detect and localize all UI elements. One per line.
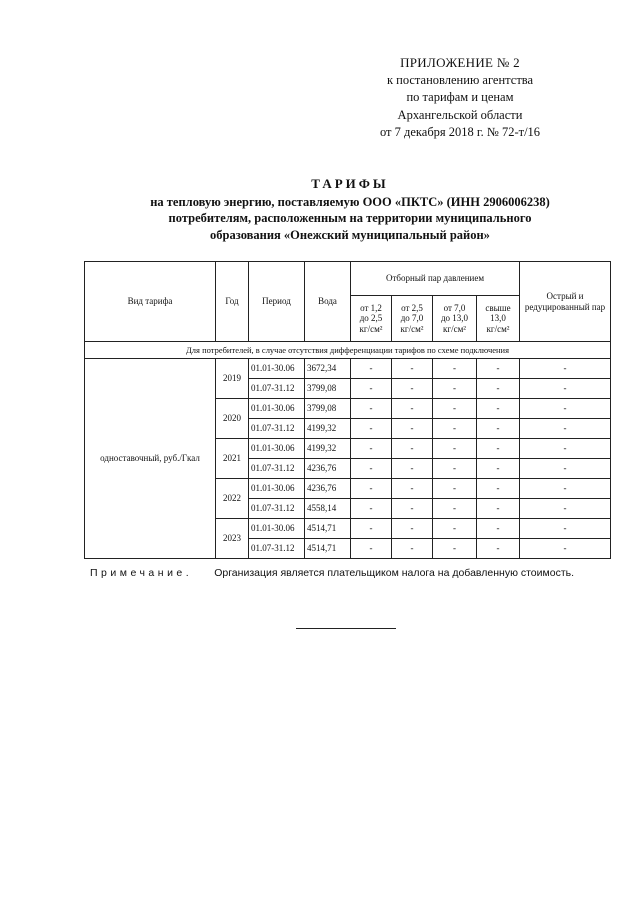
header-pressure-3: от 7,0 до 13,0 кг/см² [433, 296, 477, 342]
period-cell: 01.07-31.12 [249, 459, 305, 479]
appendix-line: Архангельской области [397, 107, 523, 122]
dash-cell: - [351, 499, 392, 519]
dash-cell: - [351, 419, 392, 439]
dash-cell: - [351, 399, 392, 419]
header-pressure-4: свыше 13,0 кг/см² [477, 296, 520, 342]
period-cell: 01.07-31.12 [249, 499, 305, 519]
dash-cell: - [392, 359, 433, 379]
period-cell: 01.01-30.06 [249, 519, 305, 539]
water-cell: 4236,76 [305, 479, 351, 499]
dash-cell: - [433, 359, 477, 379]
dash-cell: - [477, 539, 520, 559]
dash-cell: - [520, 479, 611, 499]
note [90, 567, 610, 579]
year-cell: 2019 [216, 359, 249, 399]
dash-cell: - [392, 419, 433, 439]
header-year: Год [216, 262, 249, 342]
period-cell: 01.01-30.06 [249, 439, 305, 459]
dash-cell: - [351, 539, 392, 559]
dash-cell: - [392, 439, 433, 459]
appendix-block [340, 54, 580, 142]
appendix-line: от 7 декабря 2018 г. № 72-т/16 [379, 125, 541, 139]
consumer-group-label: Для потребителей, в случае отсутствия дифференциации тарифов по схеме подключения [85, 342, 611, 359]
header-water: Вода [305, 262, 351, 342]
period-cell: 01.07-31.12 [249, 419, 305, 439]
period-cell: 01.07-31.12 [249, 539, 305, 559]
period-cell: 01.01-30.06 [249, 359, 305, 379]
dash-cell: - [351, 519, 392, 539]
appendix-line: по тарифам и ценам [406, 90, 514, 104]
dash-cell: - [433, 439, 477, 459]
document-title [90, 176, 610, 243]
dash-cell: - [433, 539, 477, 559]
dash-cell: - [520, 499, 611, 519]
water-cell: 3799,08 [305, 379, 351, 399]
consumer-group-row [85, 342, 611, 359]
dash-cell: - [477, 499, 520, 519]
dash-cell: - [392, 459, 433, 479]
tariff-type-cell: одноставочный, руб./Гкал [85, 359, 216, 559]
dash-cell: - [520, 419, 611, 439]
water-cell: 4514,71 [305, 539, 351, 559]
water-cell: 3799,08 [305, 399, 351, 419]
dash-cell: - [477, 519, 520, 539]
water-cell: 4236,76 [305, 459, 351, 479]
dash-cell: - [392, 499, 433, 519]
dash-cell: - [351, 479, 392, 499]
dash-cell: - [433, 419, 477, 439]
header-pressure-1: от 1,2 до 2,5 кг/см² [351, 296, 392, 342]
header-tariff-type: Вид тарифа [85, 262, 216, 342]
header-period: Период [249, 262, 305, 342]
dash-cell: - [477, 379, 520, 399]
dash-cell: - [520, 359, 611, 379]
dash-cell: - [433, 479, 477, 499]
year-cell: 2023 [216, 519, 249, 559]
dash-cell: - [520, 519, 611, 539]
closing-rule [296, 628, 396, 629]
dash-cell: - [351, 379, 392, 399]
year-cell: 2020 [216, 399, 249, 439]
header-pressure-2: от 2,5 до 7,0 кг/см² [392, 296, 433, 342]
year-cell: 2022 [216, 479, 249, 519]
note-label: Примечание. [90, 567, 193, 579]
tariff-table [84, 261, 611, 559]
dash-cell: - [433, 399, 477, 419]
dash-cell: - [477, 439, 520, 459]
header-row [85, 262, 611, 296]
title-line: на тепловую энергию, поставляемую ООО «ПКТС» (ИНН 2906006238) [150, 194, 550, 209]
water-cell: 4558,14 [305, 499, 351, 519]
dash-cell: - [520, 459, 611, 479]
appendix-heading: ПРИЛОЖЕНИЕ № 2 [400, 55, 520, 70]
dash-cell: - [520, 439, 611, 459]
table-row [85, 359, 611, 379]
dash-cell: - [520, 539, 611, 559]
dash-cell: - [351, 439, 392, 459]
dash-cell: - [477, 399, 520, 419]
dash-cell: - [392, 399, 433, 419]
dash-cell: - [433, 459, 477, 479]
dash-cell: - [477, 459, 520, 479]
dash-cell: - [392, 379, 433, 399]
water-cell: 4199,32 [305, 439, 351, 459]
title-line: потребителям, расположенным на территории муниципального [168, 211, 532, 225]
title-main: ТАРИФЫ [311, 176, 389, 191]
dash-cell: - [351, 459, 392, 479]
dash-cell: - [520, 379, 611, 399]
dash-cell: - [392, 479, 433, 499]
dash-cell: - [351, 359, 392, 379]
water-cell: 4514,71 [305, 519, 351, 539]
appendix-line: к постановлению агентства [386, 72, 534, 87]
dash-cell: - [520, 399, 611, 419]
dash-cell: - [477, 419, 520, 439]
year-cell: 2021 [216, 439, 249, 479]
period-cell: 01.07-31.12 [249, 379, 305, 399]
dash-cell: - [433, 519, 477, 539]
dash-cell: - [392, 519, 433, 539]
header-sharp-steam: Острый и редуцированный пар [520, 262, 611, 342]
period-cell: 01.01-30.06 [249, 399, 305, 419]
dash-cell: - [433, 379, 477, 399]
dash-cell: - [477, 359, 520, 379]
water-cell: 3672,34 [305, 359, 351, 379]
title-line: образования «Онежский муниципальный район» [210, 227, 490, 242]
note-text: Организация является плательщиком налога на добавленную стоимость. [214, 567, 575, 579]
water-cell: 4199,32 [305, 419, 351, 439]
period-cell: 01.01-30.06 [249, 479, 305, 499]
dash-cell: - [477, 479, 520, 499]
dash-cell: - [392, 539, 433, 559]
dash-cell: - [433, 499, 477, 519]
header-steam-group: Отборный пар давлением [351, 262, 520, 296]
